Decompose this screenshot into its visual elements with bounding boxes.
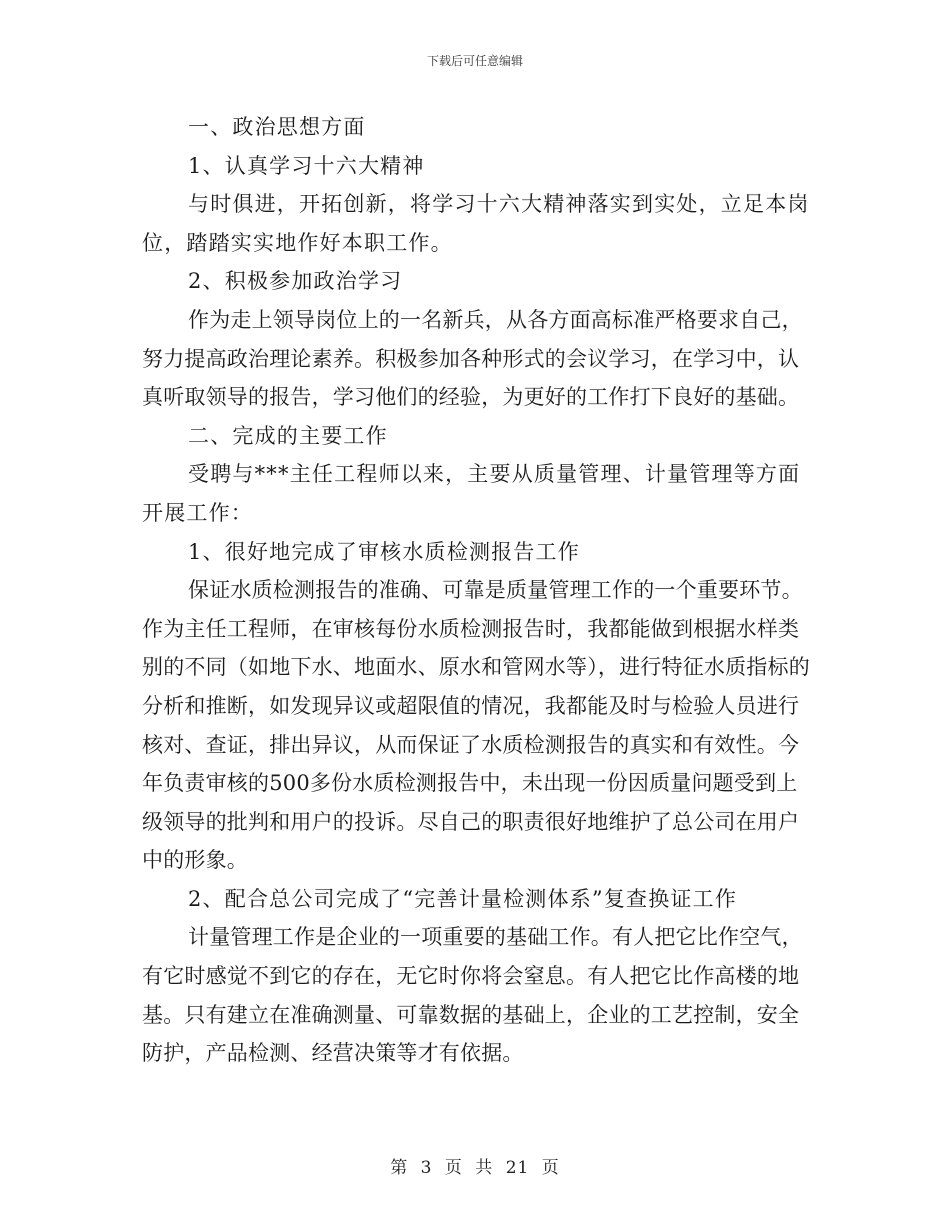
subheading-political-study: 2、积极参加政治学习 [188, 269, 403, 294]
subheading-metrology-system: 2、配合总公司完成了“完善计量检测体系”复查换证工作 [188, 886, 738, 911]
subheading-water-report-review: 1、很好地完成了审核水质检测报告工作 [188, 539, 580, 564]
paragraph-keep-pace: 与时俱进，开拓创新，将学习十六大精神落实到实处，立足本岗位，踏踏实实地作好本职工作。 [142, 192, 810, 255]
paragraph-new-leader: 作为走上领导岗位上的一名新兵，从各方面高标准严格要求自己，努力提高政治理论素养。积极参加各种形式的会议学习，在学习中，认真听取领导的报告，学习他们的经验，为更好的工作打下良好的基础。 [142, 307, 803, 410]
paragraph-appointment: 受聘与***主任工程师以来，主要从质量管理、计量管理等方面开展工作： [142, 462, 801, 525]
document-body [142, 108, 814, 1073]
page-header: 下载后可任意编辑 [426, 54, 523, 68]
paragraph-water-quality: 保证水质检测报告的准确、可靠是质量管理工作的一个重要环节。作为主任工程师，在审核每份水质检测报告时，我都能做到根据水样类别的不同（如地下水、地面水、原水和管网水等），进行特征水质指标的分析和推断，如发现异议或超限值的情况，我都能及时与检验人员进行核对、查证，排出异议，从而保证了水质检测报告的真实和有效性。今年负责审核的500多份水质检测报告中，未出现一份因质量问题受到上级领导的批判和用户的投诉。尽自己的职责很好地维护了总公司在用户中的形象。 [142, 578, 810, 873]
section-heading-main-work: 二、完成的主要工作 [188, 423, 388, 448]
subheading-study-sixteenth-congress: 1、认真学习十六大精神 [188, 153, 425, 178]
section-heading-political: 一、政治思想方面 [188, 115, 366, 139]
page-footer: 第 3 页 共 21 页 [390, 1158, 560, 1178]
paragraph-metrology: 计量管理工作是企业的一项重要的基础工作。有人把它比作空气，有它时感觉不到它的存在，无它时你将会窒息。有人把它比作高楼的地基。只有建立在准确测量、可靠数据的基础上，企业的工艺控制，安全防护，产品检测、经营决策等才有依据。 [142, 925, 803, 1066]
